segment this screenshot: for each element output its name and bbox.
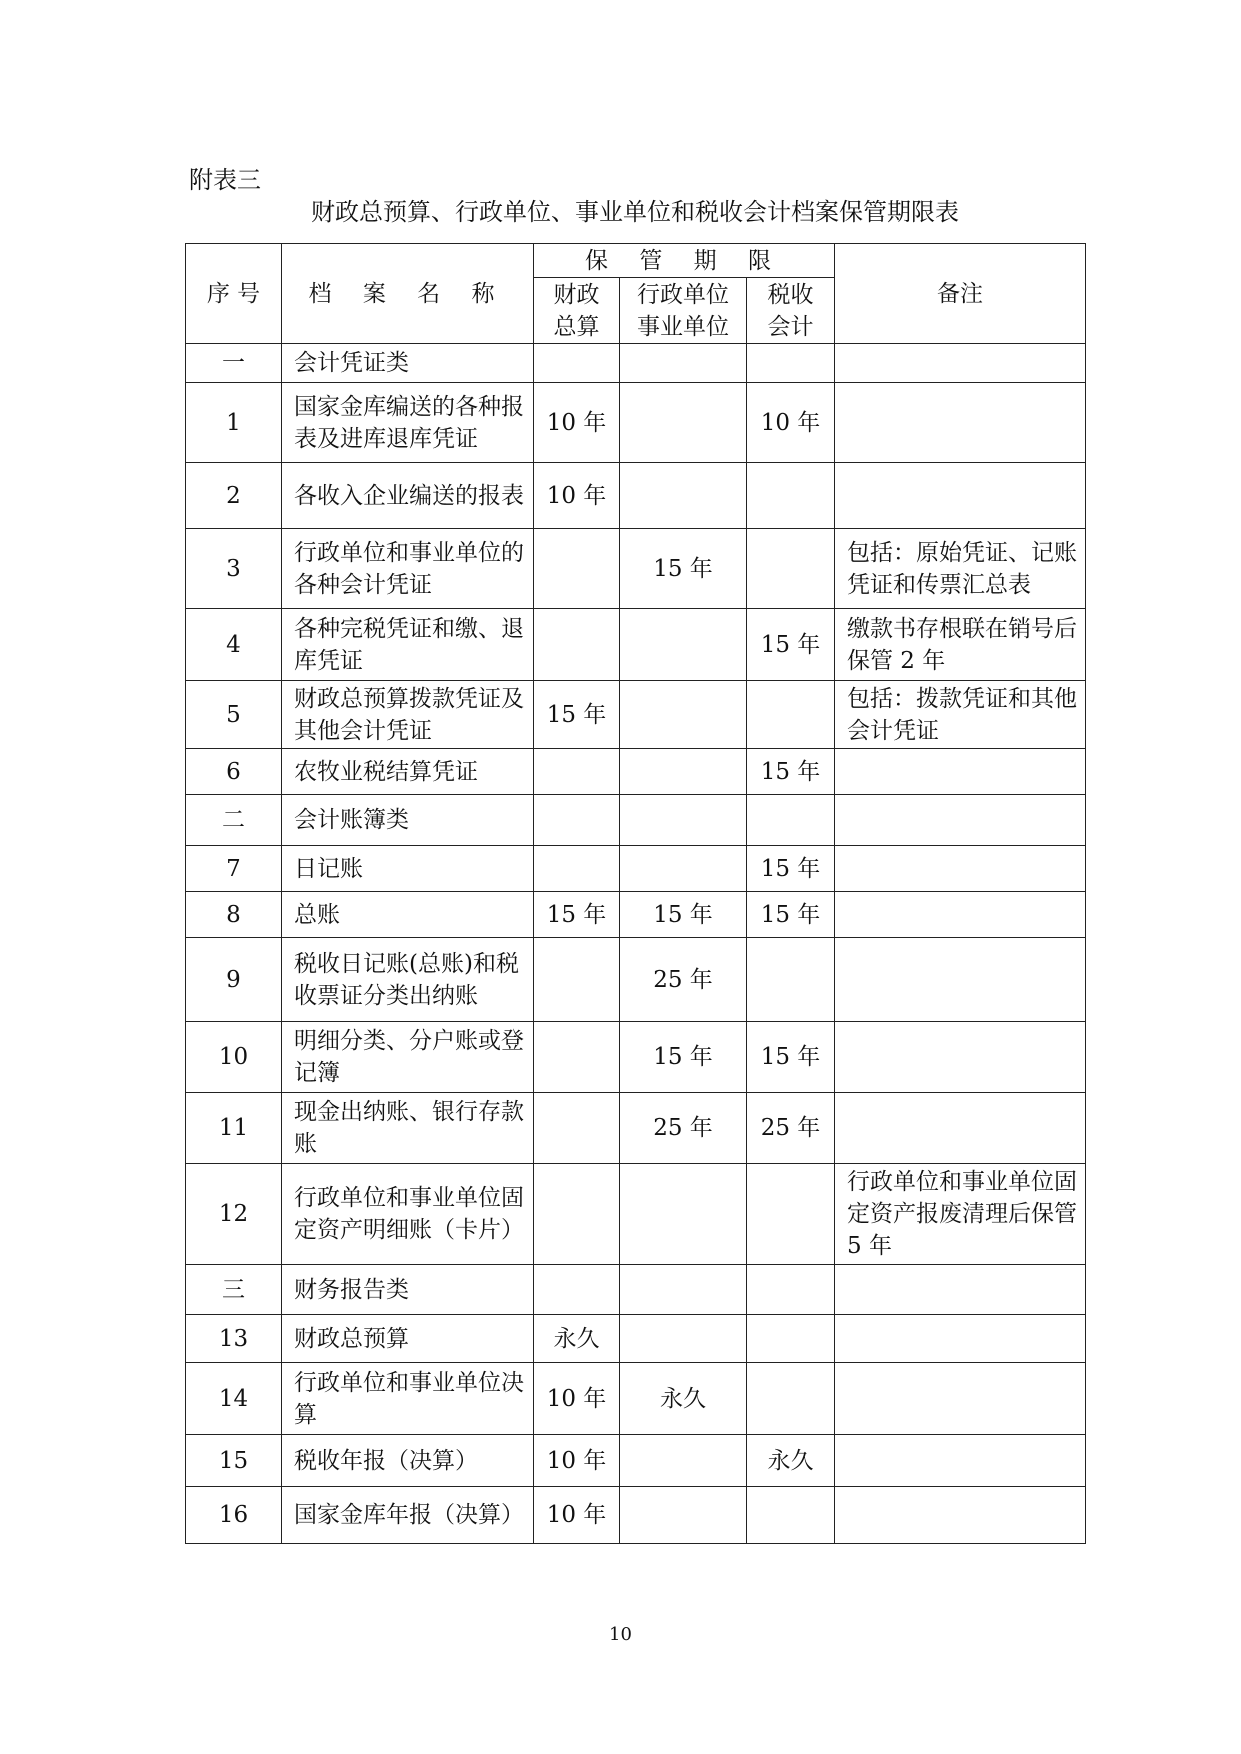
row-seq: 二 — [186, 795, 282, 846]
row-archive-name: 各种完税凭证和缴、退库凭证 — [282, 609, 534, 681]
row-archive-name: 各收入企业编送的报表 — [282, 463, 534, 529]
row-finance-period: 15 年 — [534, 892, 620, 938]
row-tax-period: 15 年 — [747, 1022, 835, 1093]
row-tax-period — [747, 938, 835, 1022]
row-admin-period — [620, 681, 747, 749]
row-tax-period: 15 年 — [747, 749, 835, 795]
row-tax-period — [747, 681, 835, 749]
row-admin-period — [620, 383, 747, 463]
appendix-label: 附表三 — [189, 166, 261, 194]
row-archive-name: 国家金库编送的各种报表及进库退库凭证 — [282, 383, 534, 463]
row-seq: 8 — [186, 892, 282, 938]
header-seq: 序 号 — [186, 244, 282, 344]
row-tax-period: 25 年 — [747, 1093, 835, 1164]
row-remark: 行政单位和事业单位固定资产报废清理后保管 5 年 — [835, 1164, 1086, 1265]
header-remark: 备注 — [835, 244, 1086, 344]
table-row — [186, 1435, 1086, 1487]
row-seq: 10 — [186, 1022, 282, 1093]
row-remark: 包括：原始凭证、记账凭证和传票汇总表 — [835, 529, 1086, 609]
row-admin-period — [620, 795, 747, 846]
table-row — [186, 892, 1086, 938]
row-seq: 12 — [186, 1164, 282, 1265]
page-number: 10 — [609, 1624, 632, 1645]
table-row — [186, 463, 1086, 529]
row-admin-period — [620, 1265, 747, 1315]
row-remark — [835, 383, 1086, 463]
table-row — [186, 1487, 1086, 1544]
row-remark — [835, 1093, 1086, 1164]
row-admin-period — [620, 749, 747, 795]
header-finance-line2: 总算 — [553, 313, 600, 340]
table-row — [186, 344, 1086, 383]
row-seq: 16 — [186, 1487, 282, 1544]
row-seq: 14 — [186, 1363, 282, 1435]
table-row — [186, 795, 1086, 846]
row-archive-name: 会计账簿类 — [282, 795, 534, 846]
row-remark — [835, 1435, 1086, 1487]
row-archive-name: 行政单位和事业单位固定资产明细账（卡片） — [282, 1164, 534, 1265]
header-finance — [534, 278, 620, 344]
row-admin-period — [620, 463, 747, 529]
header-admin-line1: 行政单位 — [637, 281, 729, 308]
header-tax-line1: 税收 — [767, 281, 814, 308]
row-finance-period: 10 年 — [534, 1363, 620, 1435]
row-tax-period: 15 年 — [747, 609, 835, 681]
row-finance-period — [534, 1164, 620, 1265]
row-seq: 13 — [186, 1315, 282, 1363]
row-finance-period — [534, 344, 620, 383]
row-tax-period — [747, 1265, 835, 1315]
row-remark: 包括：拨款凭证和其他会计凭证 — [835, 681, 1086, 749]
header-tax — [747, 278, 835, 344]
row-finance-period: 10 年 — [534, 383, 620, 463]
row-finance-period — [534, 795, 620, 846]
row-finance-period — [534, 749, 620, 795]
row-tax-period — [747, 344, 835, 383]
row-remark — [835, 938, 1086, 1022]
row-finance-period — [534, 529, 620, 609]
row-finance-period: 10 年 — [534, 1487, 620, 1544]
table-row — [186, 1093, 1086, 1164]
table-row — [186, 1022, 1086, 1093]
row-seq: 5 — [186, 681, 282, 749]
row-finance-period — [534, 1093, 620, 1164]
row-tax-period — [747, 463, 835, 529]
retention-period-table — [185, 243, 1086, 1544]
row-archive-name: 财政总预算拨款凭证及其他会计凭证 — [282, 681, 534, 749]
row-remark — [835, 1265, 1086, 1315]
row-seq: 6 — [186, 749, 282, 795]
table-row — [186, 383, 1086, 463]
row-finance-period — [534, 1022, 620, 1093]
row-admin-period: 25 年 — [620, 1093, 747, 1164]
row-remark — [835, 892, 1086, 938]
table-row — [186, 1315, 1086, 1363]
row-admin-period — [620, 344, 747, 383]
row-archive-name: 农牧业税结算凭证 — [282, 749, 534, 795]
header-archive-name: 档 案 名 称 — [282, 244, 534, 344]
row-admin-period: 15 年 — [620, 529, 747, 609]
table-row — [186, 609, 1086, 681]
row-admin-period — [620, 1435, 747, 1487]
row-finance-period: 15 年 — [534, 681, 620, 749]
row-seq: 一 — [186, 344, 282, 383]
row-remark — [835, 1315, 1086, 1363]
row-finance-period — [534, 938, 620, 1022]
row-admin-period: 15 年 — [620, 892, 747, 938]
table-row — [186, 938, 1086, 1022]
row-remark — [835, 749, 1086, 795]
row-tax-period: 10 年 — [747, 383, 835, 463]
row-archive-name: 行政单位和事业单位决算 — [282, 1363, 534, 1435]
row-seq: 三 — [186, 1265, 282, 1315]
table-row — [186, 1363, 1086, 1435]
row-remark — [835, 1487, 1086, 1544]
row-tax-period — [747, 1315, 835, 1363]
table-row — [186, 529, 1086, 609]
row-admin-period: 永久 — [620, 1363, 747, 1435]
row-archive-name: 总账 — [282, 892, 534, 938]
row-archive-name: 明细分类、分户账或登记簿 — [282, 1022, 534, 1093]
row-admin-period: 25 年 — [620, 938, 747, 1022]
row-remark — [835, 463, 1086, 529]
row-remark — [835, 1363, 1086, 1435]
row-tax-period — [747, 1164, 835, 1265]
row-tax-period — [747, 795, 835, 846]
row-seq: 1 — [186, 383, 282, 463]
row-archive-name: 财政总预算 — [282, 1315, 534, 1363]
row-archive-name: 税收年报（决算） — [282, 1435, 534, 1487]
row-remark — [835, 846, 1086, 892]
row-seq: 9 — [186, 938, 282, 1022]
document-title: 财政总预算、行政单位、事业单位和税收会计档案保管期限表 — [311, 198, 959, 226]
row-seq: 4 — [186, 609, 282, 681]
row-remark — [835, 795, 1086, 846]
row-finance-period: 永久 — [534, 1315, 620, 1363]
row-admin-period — [620, 1164, 747, 1265]
row-admin-period — [620, 1315, 747, 1363]
row-admin-period — [620, 609, 747, 681]
table-body — [186, 344, 1086, 1544]
row-seq: 7 — [186, 846, 282, 892]
row-remark — [835, 1022, 1086, 1093]
header-retention-period: 保 管 期 限 — [534, 244, 835, 278]
row-archive-name: 日记账 — [282, 846, 534, 892]
row-seq: 3 — [186, 529, 282, 609]
row-admin-period — [620, 846, 747, 892]
row-finance-period: 10 年 — [534, 463, 620, 529]
header-tax-line2: 会计 — [767, 313, 814, 340]
row-archive-name: 行政单位和事业单位的各种会计凭证 — [282, 529, 534, 609]
table-header — [186, 244, 1086, 344]
row-admin-period: 15 年 — [620, 1022, 747, 1093]
row-tax-period — [747, 529, 835, 609]
table-row — [186, 1164, 1086, 1265]
row-finance-period — [534, 846, 620, 892]
table-row — [186, 846, 1086, 892]
row-tax-period — [747, 1363, 835, 1435]
table-row — [186, 749, 1086, 795]
header-admin-line2: 事业单位 — [637, 313, 729, 340]
row-admin-period — [620, 1487, 747, 1544]
row-archive-name: 国家金库年报（决算） — [282, 1487, 534, 1544]
row-finance-period — [534, 1265, 620, 1315]
row-seq: 15 — [186, 1435, 282, 1487]
table-row — [186, 681, 1086, 749]
row-archive-name: 现金出纳账、银行存款账 — [282, 1093, 534, 1164]
row-finance-period: 10 年 — [534, 1435, 620, 1487]
row-archive-name: 会计凭证类 — [282, 344, 534, 383]
row-archive-name: 财务报告类 — [282, 1265, 534, 1315]
row-tax-period: 15 年 — [747, 846, 835, 892]
row-archive-name: 税收日记账(总账)和税收票证分类出纳账 — [282, 938, 534, 1022]
row-tax-period — [747, 1487, 835, 1544]
row-tax-period: 15 年 — [747, 892, 835, 938]
row-seq: 11 — [186, 1093, 282, 1164]
table-row — [186, 1265, 1086, 1315]
header-admin — [620, 278, 747, 344]
row-seq: 2 — [186, 463, 282, 529]
row-remark: 缴款书存根联在销号后保管 2 年 — [835, 609, 1086, 681]
row-remark — [835, 344, 1086, 383]
row-tax-period: 永久 — [747, 1435, 835, 1487]
row-finance-period — [534, 609, 620, 681]
header-finance-line1: 财政 — [553, 281, 600, 308]
